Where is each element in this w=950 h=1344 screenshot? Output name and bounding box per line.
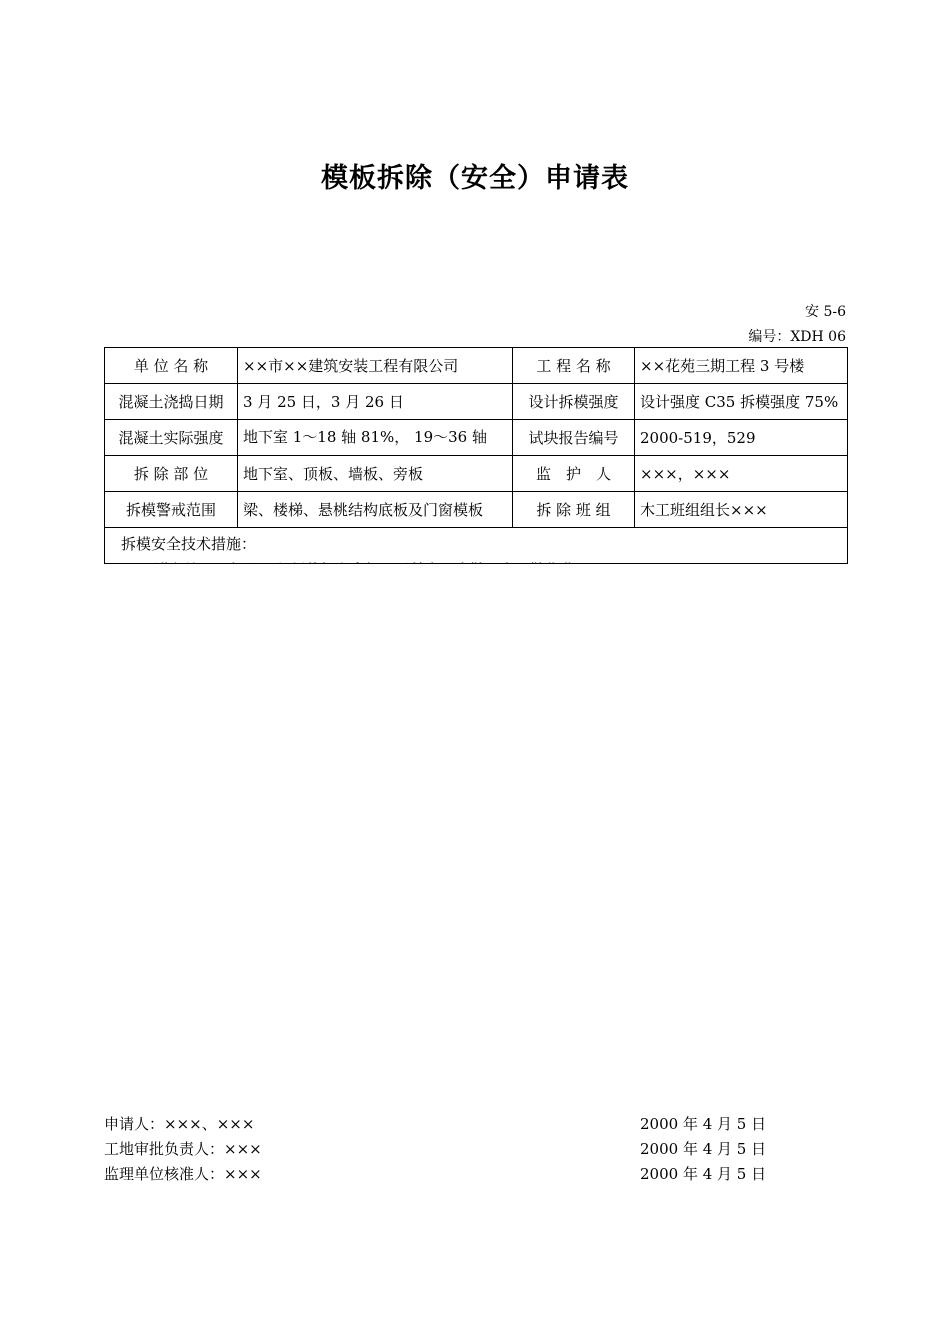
test-report-value: 2000-519，529 <box>635 420 848 456</box>
application-table <box>104 347 848 564</box>
design-strength-label: 设计拆模强度 <box>513 384 635 420</box>
table-row <box>105 348 848 384</box>
removal-part-label: 拆 除 部 位 <box>105 456 238 492</box>
warning-range-label: 拆模警戒范围 <box>105 492 238 528</box>
table-row <box>105 384 848 420</box>
removal-team-label: 拆 除 班 组 <box>513 492 635 528</box>
safety-measures-heading: 拆模安全技术措施： <box>121 535 257 553</box>
site-approver-line: 工地审批负责人：××× <box>104 1140 262 1158</box>
applicant-date: 2000 年 4 月 5 日 <box>640 1115 767 1133</box>
list-item-text <box>155 558 846 564</box>
guardian-value: ×××，××× <box>635 456 848 492</box>
supervisor-approver-date: 2000 年 4 月 5 日 <box>640 1165 767 1183</box>
table-row <box>105 528 848 564</box>
removal-part-value: 地下室、顶板、墙板、旁板 <box>238 456 513 492</box>
list-item <box>105 558 846 564</box>
pour-date-label: 混凝土浇捣日期 <box>105 384 238 420</box>
serial-number: 编号：XDH 06 <box>748 329 846 345</box>
list-item-number <box>105 558 155 564</box>
safety-measures-cell <box>105 528 848 564</box>
test-report-label: 试块报告编号 <box>513 420 635 456</box>
safety-measures-list <box>105 558 846 564</box>
guardian-label: 监 护 人 <box>513 456 635 492</box>
design-strength-value: 设计强度 C35 拆模强度 75% <box>635 384 848 420</box>
site-approver-date: 2000 年 4 月 5 日 <box>640 1140 767 1158</box>
applicant-line: 申请人：×××、××× <box>104 1115 255 1133</box>
table-row <box>105 492 848 528</box>
supervisor-approver-line: 监理单位核准人：××× <box>104 1165 262 1183</box>
warning-range-value: 梁、楼梯、悬桃结构底板及门窗模板 <box>238 492 513 528</box>
project-name-value: ××花苑三期工程 3 号楼 <box>635 348 848 384</box>
unit-name-value: ××市××建筑安装工程有限公司 <box>238 348 513 384</box>
table-row <box>105 420 848 456</box>
unit-name-label: 单 位 名 称 <box>105 348 238 384</box>
pour-date-value: 3 月 25 日，3 月 26 日 <box>238 384 513 420</box>
form-title: 模板拆除（安全）申请表 <box>321 163 629 194</box>
form-code: 安 5-6 <box>805 304 846 320</box>
removal-team-value: 木工班组组长××× <box>635 492 848 528</box>
table-row <box>105 456 848 492</box>
actual-strength-value: 地下室 1～18 轴 81%， 19～36 轴 <box>243 428 487 446</box>
project-name-label: 工 程 名 称 <box>513 348 635 384</box>
actual-strength-label: 混凝土实际强度 <box>105 420 238 456</box>
